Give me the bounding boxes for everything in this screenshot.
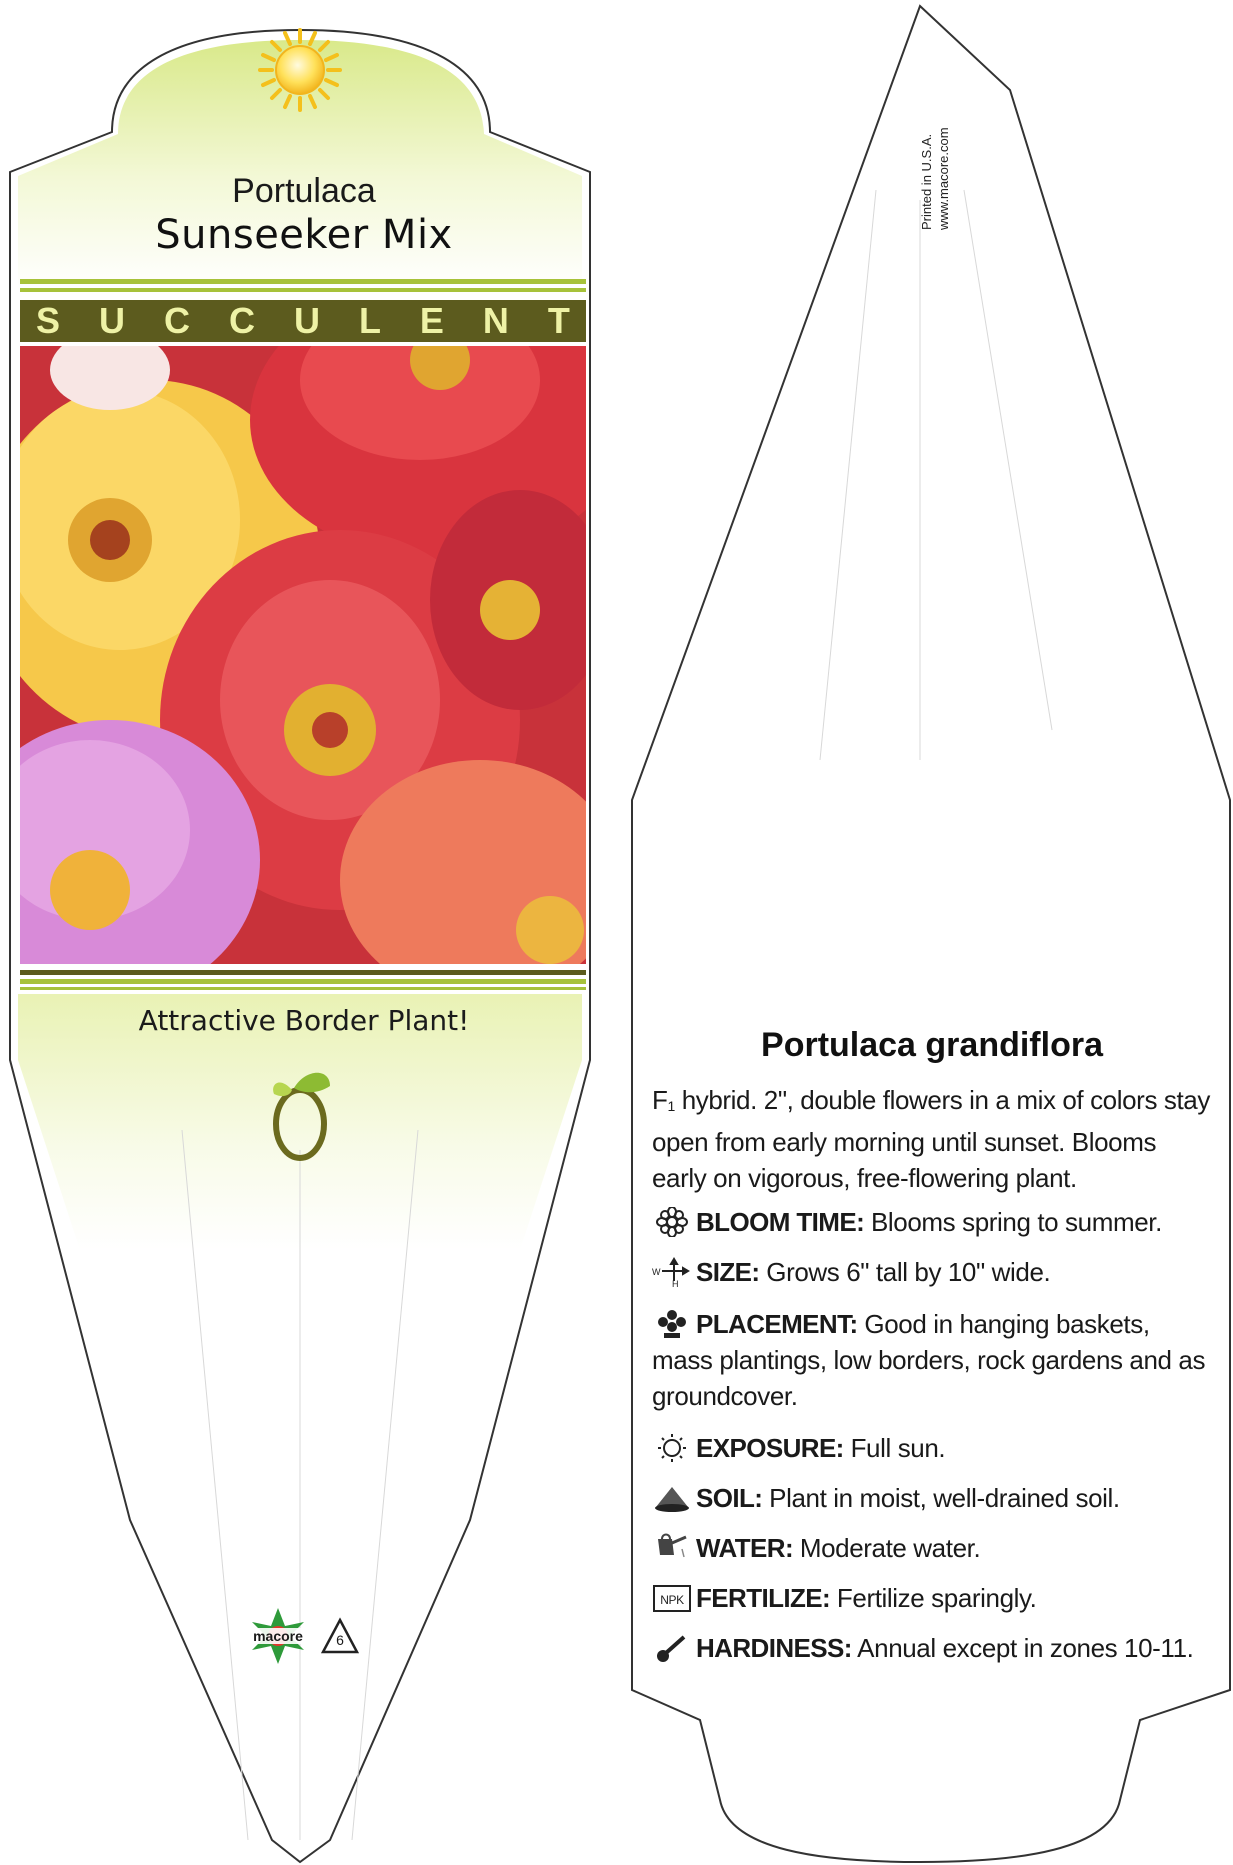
care-text: Annual except in zones 10-11. <box>851 1633 1194 1663</box>
printed-line-2: www.macore.com <box>936 127 951 230</box>
care-label: BLOOM TIME: <box>696 1207 865 1237</box>
care-text: Grows 6" tall by 10" wide. <box>759 1257 1051 1287</box>
care-soil <box>652 1480 1212 1530</box>
size-icon <box>652 1257 692 1287</box>
care-label: SIZE: <box>696 1257 760 1287</box>
care-hardiness <box>652 1630 1212 1680</box>
sun-icon <box>260 30 340 110</box>
care-text: Full sun. <box>843 1433 946 1463</box>
care-text: Good in hanging baskets, mass plantings, low borders, rock gardens and as groundcover. <box>652 1309 1206 1411</box>
category-letter: C <box>163 300 190 341</box>
category-band <box>20 300 586 342</box>
flower-icon <box>652 1207 692 1237</box>
hybrid-sub: 1 <box>667 1098 675 1114</box>
category-letter: N <box>482 300 509 341</box>
printed-info <box>918 30 958 230</box>
care-list <box>652 1204 1212 1680</box>
npk-text: NPK <box>660 1593 684 1607</box>
care-placement <box>652 1306 1212 1430</box>
size-icon-w: W <box>652 1267 661 1277</box>
soil-icon <box>652 1483 692 1513</box>
category-letter: U <box>293 300 320 341</box>
care-label: SOIL: <box>696 1483 763 1513</box>
category-letter: T <box>547 300 570 341</box>
tagline: Attractive Border Plant! <box>138 1004 470 1037</box>
care-bloom-time <box>652 1204 1212 1254</box>
description-text: hybrid. 2", double flowers in a mix of colors stay open from early morning until sunset. Blooms early on vigorous, free-flowering plant. <box>652 1085 1210 1193</box>
care-size <box>652 1254 1212 1306</box>
watering-can-icon <box>652 1533 692 1563</box>
brand-name: macore <box>253 1628 303 1644</box>
plant-common-name: Portulaca <box>232 172 376 210</box>
flower-photo <box>0 280 630 1000</box>
npk-icon <box>652 1583 692 1613</box>
thermometer-icon <box>652 1633 692 1663</box>
plant-variety-name: Sunseeker Mix <box>155 212 453 258</box>
care-label: FERTILIZE: <box>696 1583 831 1613</box>
sun-icon <box>652 1433 692 1463</box>
care-water <box>652 1530 1212 1580</box>
printed-line-1: Printed in U.S.A. <box>919 133 934 230</box>
care-exposure <box>652 1430 1212 1480</box>
category-label <box>20 300 586 342</box>
placement-icon <box>652 1309 692 1339</box>
category-letter: U <box>99 300 125 341</box>
size-icon-h: H <box>672 1279 679 1287</box>
care-label: PLACEMENT: <box>696 1309 858 1339</box>
care-label: HARDINESS: <box>696 1633 852 1663</box>
category-letter: C <box>228 300 255 341</box>
care-label: EXPOSURE: <box>696 1433 844 1463</box>
category-letter: L <box>358 300 381 341</box>
recycle-code: 6 <box>336 1632 344 1648</box>
care-text: Fertilize sparingly. <box>830 1583 1037 1613</box>
care-text: Plant in moist, well-drained soil. <box>762 1483 1120 1513</box>
category-letter: E <box>419 300 444 341</box>
care-text: Moderate water. <box>793 1533 981 1563</box>
botanical-name: Portulaca grandiflora <box>761 1026 1103 1064</box>
category-letter: S <box>36 300 61 341</box>
plant-description <box>652 1082 1212 1196</box>
care-fertilize <box>652 1580 1212 1630</box>
care-text: Blooms spring to summer. <box>864 1207 1162 1237</box>
care-label: WATER: <box>696 1533 794 1563</box>
hybrid-f: F <box>652 1085 668 1115</box>
